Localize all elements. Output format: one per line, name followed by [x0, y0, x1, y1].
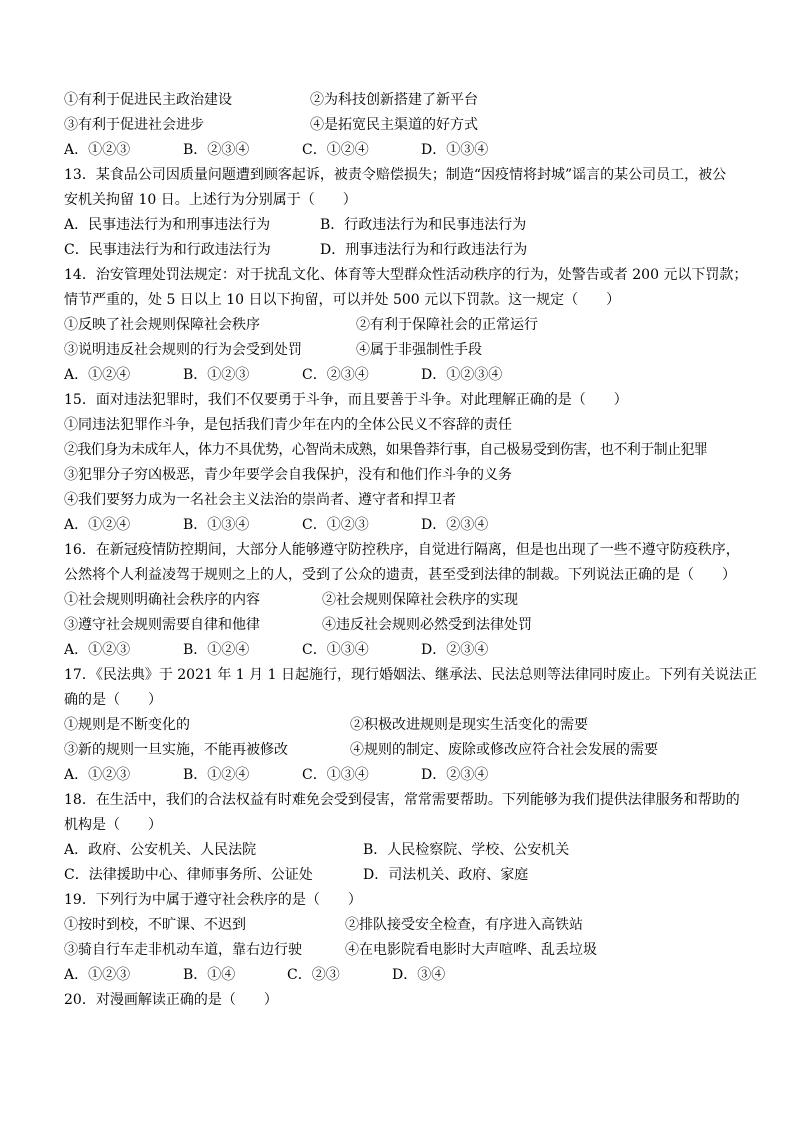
q16-option-3: ③遵守社会规则需要自律和他律	[64, 617, 260, 633]
q14-option-2: ②有利于保障社会的正常运行	[356, 317, 538, 333]
q14-option-4: ④属于非强制性手段	[356, 342, 482, 358]
q19-choice-d: D．③④	[392, 967, 446, 983]
q15-option-2: ②我们身为未成年人，体力不具优势，心智尚未成熟，如果鲁莽行事，自己极易受到伤害，也不利于制止犯罪	[64, 442, 708, 458]
q14-option-3: ③说明违反社会规则的行为会受到处罚	[64, 342, 302, 358]
q17-option-2: ②积极改进规则是现实生活变化的需要	[350, 717, 588, 733]
q15-choice-a: A．①②④	[64, 517, 131, 533]
q19-option-1: ①按时到校，不旷课、不迟到	[64, 917, 246, 933]
q16-choice-c: C．①③④	[302, 642, 369, 658]
q12-choice-d: D．①③④	[421, 142, 489, 158]
q15-stem-line-1: 15．面对违法犯罪时，我们不仅要勇于斗争，而且要善于斗争。对此理解正确的是（ ）	[64, 392, 628, 408]
q13-stem-line-2: 安机关拘留 10 日。上述行为分别属于（ ）	[64, 192, 357, 208]
q15-choice-c: C．①②③	[302, 517, 369, 533]
q17-stem-line-1: 17．《民法典》于 2021 年 1 月 1 日起施行，现行婚姻法、继承法、民法总则等法律同时废止。下列有关说法正	[64, 667, 757, 683]
q14-option-1: ①反映了社会规则保障社会秩序	[64, 317, 260, 333]
q18-choice-d: D．司法机关、政府、家庭	[363, 867, 529, 883]
q15-choice-d: D．②③④	[421, 517, 489, 533]
q18-choice-b: B．人民检察院、学校、公安机关	[363, 842, 570, 858]
q16-option-2: ②社会规则保障社会秩序的实现	[322, 592, 518, 608]
q19-stem-line-1: 19．下列行为中属于遵守社会秩序的是（ ）	[64, 892, 362, 908]
q16-stem-line-2: 公然将个人利益凌驾于规则之上的人，受到了公众的遗责，甚至受到法律的制裁。下列说法正确的是（ ）	[64, 567, 736, 583]
q19-choice-b: B．①④	[183, 967, 236, 983]
q12-option-4: ④是拓宽民主渠道的好方式	[310, 117, 478, 133]
q20-stem-line-1: 20．对漫画解读正确的是（ ）	[64, 992, 278, 1008]
q16-choice-a: A．①②③	[64, 642, 131, 658]
q15-option-3: ③犯罪分子穷凶极恶，青少年要学会自我保护，没有和他们作斗争的义务	[64, 467, 512, 483]
q14-stem-line-1: 14．治安管理处罚法规定：对于扰乱文化、体育等大型群众性活动秩序的行为，处警告或者 200 元以下罚款；	[64, 267, 748, 283]
q15-choice-b: B．①③④	[183, 517, 250, 533]
q17-stem-line-2: 确的是（ ）	[64, 692, 162, 708]
q17-choice-a: A．①②③	[64, 767, 131, 783]
q13-choice-d: D．刑事违法行为和行政违法行为	[320, 242, 528, 258]
q13-stem-line-1: 13．某食品公司因质量问题遭到顾客起诉，被责令赔偿损失；制造“因疫情将封城”谣言的某公司员工，被公	[64, 167, 727, 183]
q15-option-1: ①同违法犯罪作斗争，是包括我们青少年在内的全体公民义不容辞的责任	[64, 417, 512, 433]
q15-option-4: ④我们要努力成为一名社会主义法治的崇尚者、遵守者和捍卫者	[64, 492, 456, 508]
q13-choice-c: C．民事违法行为和行政违法行为	[64, 242, 271, 258]
q14-choice-b: B．①②③	[183, 367, 250, 383]
q14-choice-a: A．①②④	[64, 367, 131, 383]
q19-option-3: ③骑自行车走非机动车道，靠右边行驶	[64, 942, 302, 958]
q16-stem-line-1: 16．在新冠疫情防控期间，大部分人能够遵守防控秩序，自觉进行隔离，但是也出现了一些不遵守防疫秩序，	[64, 542, 740, 558]
q12-option-2: ②为科技创新搭建了新平台	[310, 92, 478, 108]
q18-stem-line-2: 机构是（ ）	[64, 817, 162, 833]
q17-choice-d: D．②③④	[421, 767, 489, 783]
q17-option-1: ①规则是不断变化的	[64, 717, 190, 733]
q17-choice-b: B．①②④	[183, 767, 250, 783]
q19-option-4: ④在电影院看电影时大声喧哗、乱丢垃圾	[345, 942, 597, 958]
q18-choice-a: A．政府、公安机关、人民法院	[64, 842, 257, 858]
q17-option-3: ③新的规则一旦实施，不能再被修改	[64, 742, 288, 758]
q17-option-4: ④规则的制定、废除或修改应符合社会发展的需要	[350, 742, 658, 758]
q12-option-3: ③有利于促进社会进步	[64, 117, 204, 133]
q19-choice-c: C．②③	[287, 967, 340, 983]
q19-choice-a: A．①②③	[64, 967, 131, 983]
q18-choice-c: C．法律援助中心、律师事务所、公证处	[64, 867, 313, 883]
q13-choice-a: A．民事违法行为和刑事违法行为	[64, 217, 271, 233]
q16-option-4: ④违反社会规则必然受到法律处罚	[322, 617, 532, 633]
q16-option-1: ①社会规则明确社会秩序的内容	[64, 592, 260, 608]
q14-choice-d: D．①②③④	[421, 367, 503, 383]
q17-choice-c: C．①③④	[302, 767, 369, 783]
q14-stem-line-2: 情节严重的，处 5 日以上 10 日以下拘留，可以并处 500 元以下罚款。这一规定（ ）	[64, 292, 621, 308]
q19-option-2: ②排队接受安全检查，有序进入高铁站	[345, 917, 583, 933]
q14-choice-c: C．②③④	[302, 367, 369, 383]
q12-choice-c: C．①②④	[302, 142, 369, 158]
q12-choice-b: B．②③④	[183, 142, 250, 158]
q16-choice-d: D．②③④	[421, 642, 489, 658]
q13-choice-b: B．行政违法行为和民事违法行为	[320, 217, 527, 233]
q12-choice-a: A．①②③	[64, 142, 131, 158]
q16-choice-b: B．①②④	[183, 642, 250, 658]
q18-stem-line-1: 18．在生活中，我们的合法权益有时难免会受到侵害，常常需要帮助。下列能够为我们提供法律服务和帮助的	[64, 792, 740, 808]
q12-option-1: ①有利于促进民主政治建设	[64, 92, 232, 108]
